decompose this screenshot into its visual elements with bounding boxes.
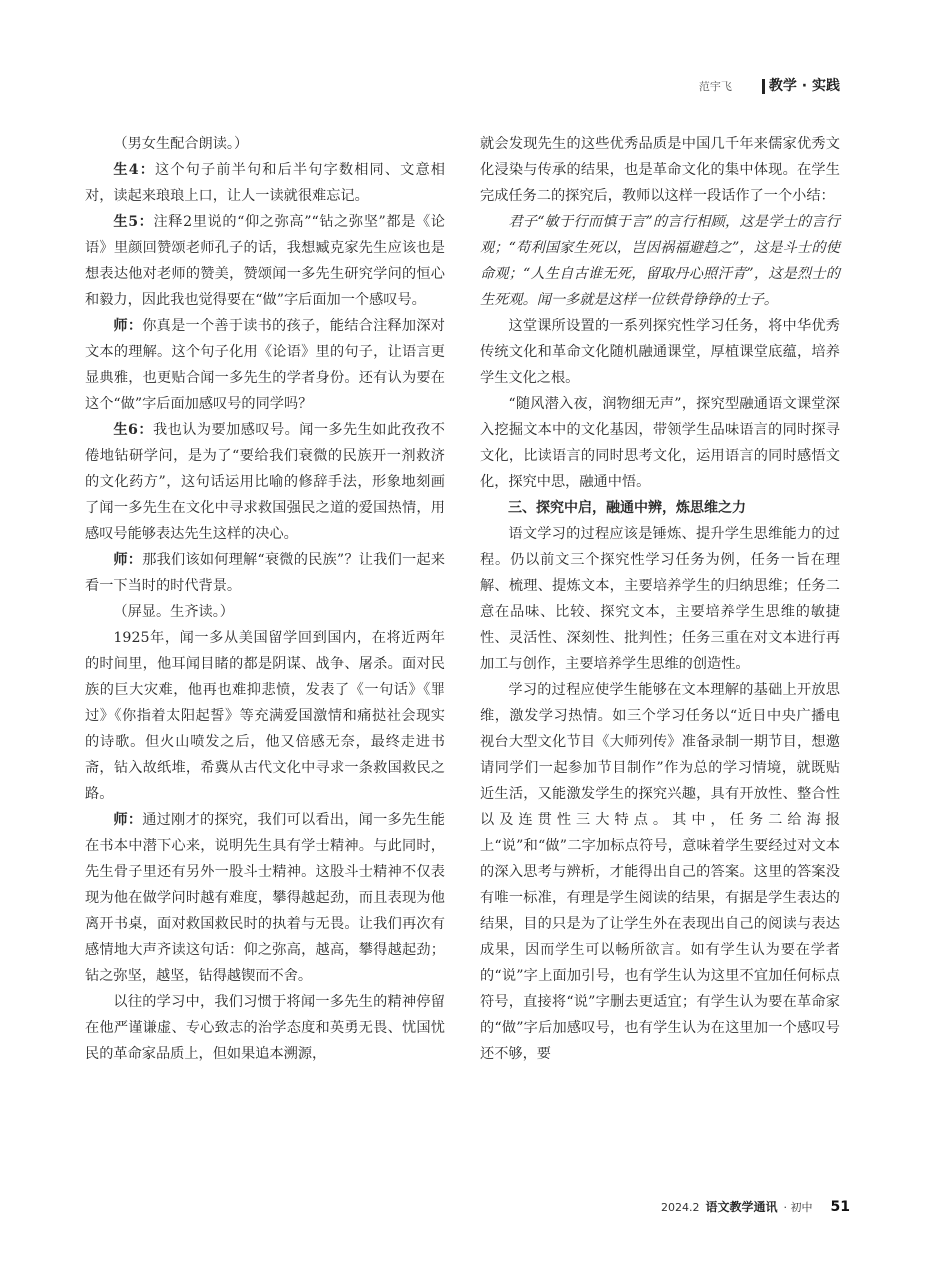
- paragraph-text: 这堂课所设置的一系列探究性学习任务，将中华优秀传统文化和革命文化随机融通课堂，厚植课堂底蕴，培养学生文化之根。: [480, 318, 840, 386]
- paragraph-text: 我也认为要加感叹号。闻一多先生如此孜孜不倦地钻研学问，是为了“要给我们衰微的民族开一剂救济的文化药方”，这句话运用比喻的修辞手法，形象地刻画了闻一多先生在文化中寻求救国强民之道的爱国热情，用感叹号能够表达先生这样的决心。: [85, 422, 445, 542]
- paragraph-text: 君子“敏于行而慎于言”的言行相顾，这是学士的言行观；“苟利国家生死以，岂因祸福避趋之”，这是斗士的使命观；“人生自古谁无死，留取丹心照汗青”，这是烈士的生死观。闻一多就是这样一位铁骨铮铮的士子。: [480, 214, 840, 308]
- paragraph: [480, 677, 840, 1067]
- paragraph-text: 就会发现先生的这些优秀品质是中国几千年来儒家优秀文化浸染与传承的结果，也是革命文化的集中体现。在学生完成任务二的探究后，教师以这样一段话作了一个小结：: [480, 136, 840, 204]
- section-title: 教学 · 实践: [762, 79, 840, 94]
- speaker-label: 师：: [113, 812, 143, 828]
- issue-date: 2024.2: [661, 1201, 700, 1214]
- right-column: [480, 131, 840, 1067]
- paragraph-text: 你真是一个善于读书的孩子，能结合注释加深对文本的理解。这个句子化用《论语》里的句子，让语言更显典雅，也更贴合闻一多先生的学者身份。还有认为要在这个“做”字后面加感叹号的同学吗？: [85, 318, 445, 412]
- section-heading: [480, 495, 840, 521]
- paragraph: [85, 599, 445, 625]
- paragraph-text: 1925年，闻一多从美国留学回到国内，在将近两年的时间里，他耳闻目睹的都是阴谋、战争、屠杀。面对民族的巨大灾难，他再也难抑悲愤，发表了《一句话》《罪过》《你指着太阳起誓》等充满爱国激情和痛挞社会现实的诗歌。但火山喷发之后，他又倍感无奈，最终走进书斋，钻入故纸堆，希冀从古代文化中寻求一条救国救民之路。: [85, 630, 445, 802]
- paragraph: [85, 989, 445, 1067]
- paragraph-text: 这个句子前半句和后半句字数相同、文意相对，读起来琅琅上口，让人一读就很难忘记。: [85, 162, 445, 204]
- paragraph-text: 那我们该如何理解“衰微的民族”？让我们一起来看一下当时的时代背景。: [85, 552, 445, 594]
- journal-name: 语文教学通讯: [705, 1200, 778, 1214]
- journal-edition: · 初中: [783, 1201, 813, 1214]
- paragraph: [85, 417, 445, 547]
- quote-paragraph: [480, 209, 840, 313]
- page-footer: [661, 1198, 850, 1215]
- paragraph-text: 学习的过程应使学生能够在文本理解的基础上开放思维，激发学习热情。如三个学习任务以“近日中央广播电视台大型文化节目《大师列传》准备录制一期节目，想邀请同学们一起参加节目制作”作为总的学习情境，就既贴近生活，又能激发学生的探究兴趣，具有开放性、整合性以及连贯性三大特点。其中，任务二给海报上“说”和“做”二字加标点符号，意味着学生要经过对文本的深入思考与辨析，才能得出自己的答案。这里的答案没有唯一标准，有理是学生阅读的结果，有据是学生表达的结果，目的只是为了让学生外在表现出自己的阅读与表达成果，因而学生可以畅所欲言。如有学生认为要在学者的“说”字上面加引号，也有学生认为这里不宜加任何标点符号，直接将“说”字删去更适宜；有学生认为要在革命家的“做”字后加感叹号，也有学生认为在这里加一个感叹号还不够，要: [480, 682, 840, 1062]
- paragraph-text: 语文学习的过程应该是锤炼、提升学生思维能力的过程。仍以前文三个探究性学习任务为例，任务一旨在理解、梳理、提炼文本，主要培养学生的归纳思维；任务二意在品味、比较、探究文本，主要培养学生思维的敏捷性、灵活性、深刻性、批判性；任务三重在对文本进行再加工与创作，主要培养学生思维的创造性。: [480, 526, 840, 672]
- paragraph: [85, 209, 445, 313]
- paragraph: [85, 625, 445, 807]
- speaker-label: 师：: [113, 552, 143, 568]
- paragraph-text: “随风潜入夜，润物细无声”，探究型融通语文课堂深入挖掘文本中的文化基因，带领学生品味语言的同时探寻文化，比读语言的同时思考文化，运用语言的同时感悟文化，探究中思，融通中悟。: [480, 396, 840, 490]
- paragraph: [480, 313, 840, 391]
- speaker-label: 生6：: [113, 422, 153, 438]
- paragraph: [85, 807, 445, 989]
- speaker-label: 师：: [113, 318, 143, 334]
- left-column: [85, 131, 445, 1067]
- paragraph: [85, 131, 445, 157]
- page-header: [699, 78, 840, 94]
- page-number: 51: [830, 1199, 850, 1215]
- paragraph-text: （屏显。生齐读。）: [113, 604, 234, 620]
- paragraph-text: 通过刚才的探究，我们可以看出，闻一多先生能在书本中潜下心来，说明先生具有学士精神。与此同时，先生骨子里还有另外一股斗士精神。这股斗士精神不仅表现为他在做学问时越有难度，攀得越起劲，而且表现为他离开书桌，面对救国救民时的执着与无畏。让我们再次有感情地大声齐读这句话：仰之弥高，越高，攀得越起劲；钻之弥坚，越坚，钻得越锲而不舍。: [85, 812, 445, 984]
- heading-text: 三、探究中启，融通中辨，炼思维之力: [508, 500, 746, 516]
- paragraph: [480, 131, 840, 209]
- paragraph: [85, 547, 445, 599]
- paragraph: [85, 157, 445, 209]
- paragraph: [480, 391, 840, 495]
- paragraph-text: 注释2里说的“仰之弥高”“钻之弥坚”都是《论语》里颜回赞颂老师孔子的话，我想臧克家先生应该也是想表达他对老师的赞美，赞颂闻一多先生研究学问的恒心和毅力，因此我也觉得要在“做”字后面加一个感叹号。: [85, 214, 445, 308]
- paragraph-text: 以往的学习中，我们习惯于将闻一多先生的精神停留在他严谨谦虚、专心致志的治学态度和英勇无畏、忧国忧民的革命家品质上，但如果追本溯源，: [85, 994, 445, 1062]
- paragraph-text: （男女生配合朗读。）: [113, 136, 249, 152]
- speaker-label: 生5：: [113, 214, 154, 230]
- author-name: 范宇飞: [698, 80, 732, 93]
- speaker-label: 生4：: [113, 162, 156, 178]
- paragraph: [480, 521, 840, 677]
- paragraph: [85, 313, 445, 417]
